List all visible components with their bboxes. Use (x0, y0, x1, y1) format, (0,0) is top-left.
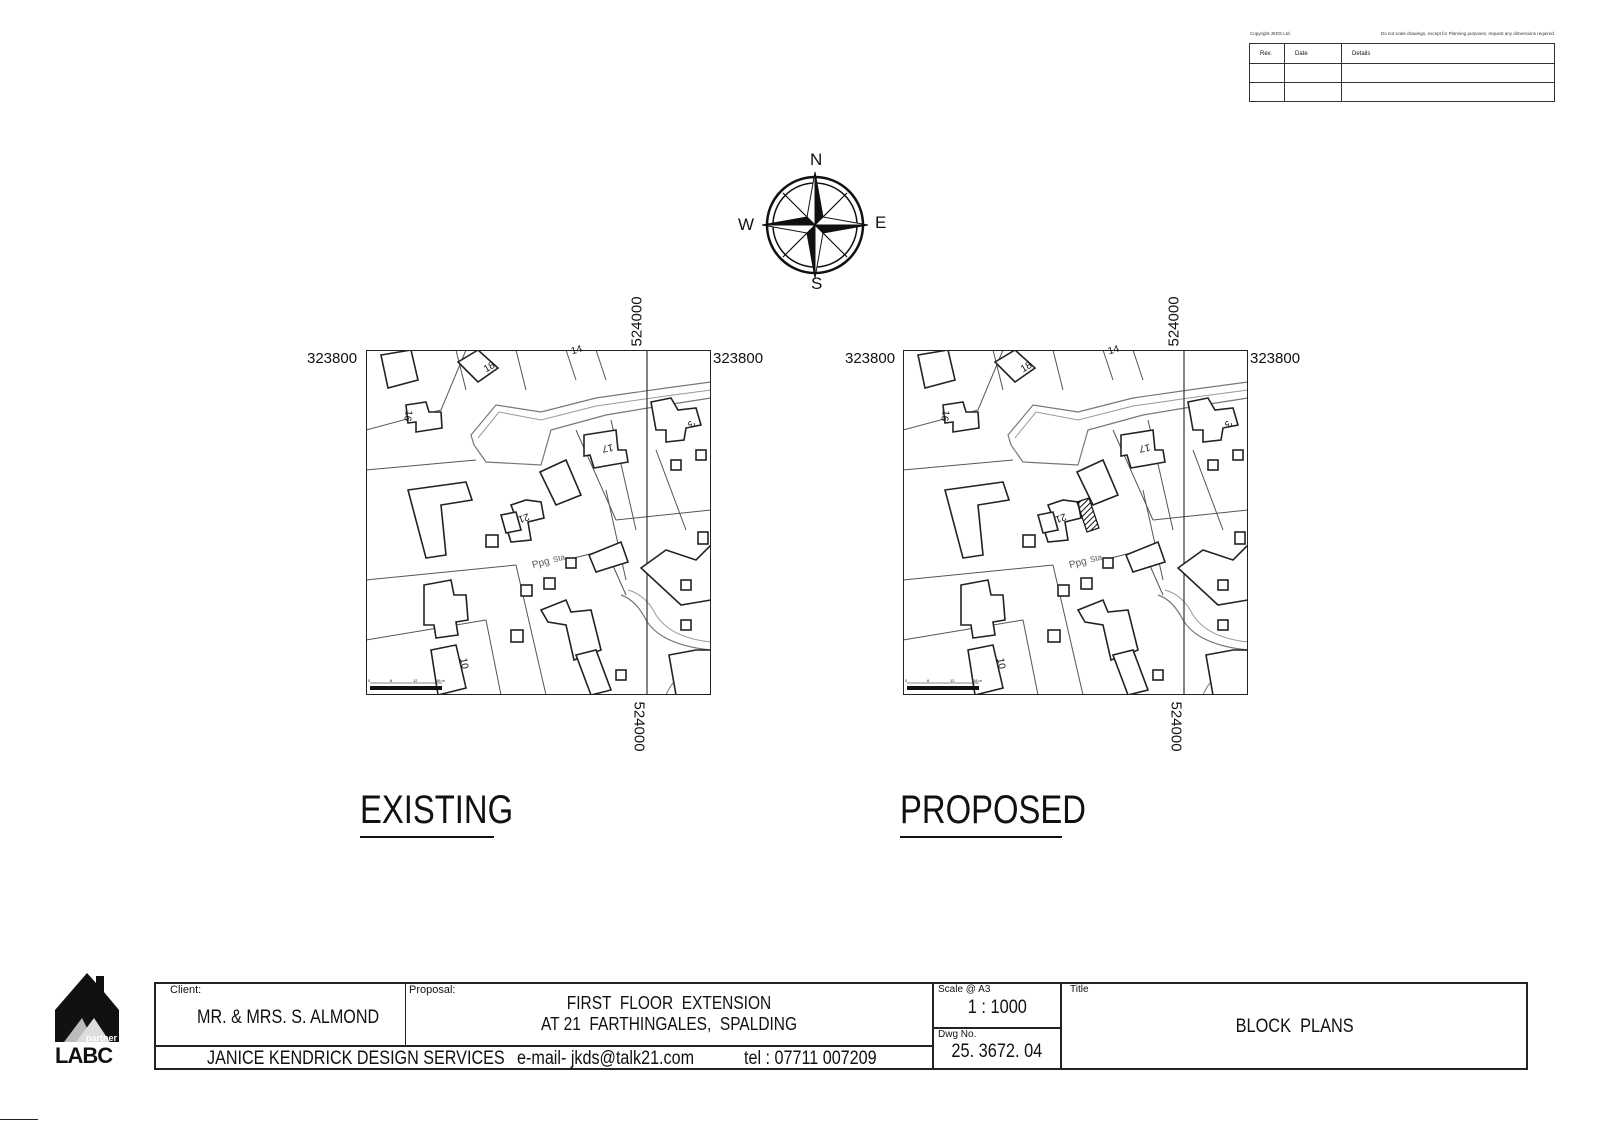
designer-email: e-mail- jkds@talk21.com (517, 1048, 695, 1069)
house-label: 10 (457, 657, 470, 670)
title-block (154, 982, 1528, 1070)
scale-label: 0 (368, 678, 371, 683)
house-label: 17 (601, 441, 614, 454)
existing-heading-underline (360, 836, 494, 838)
plan-coord-right: 323800 (713, 350, 764, 367)
scale-label: 12 (950, 678, 955, 683)
plan-coord-top: 524000 (1165, 296, 1183, 347)
scale-label: 18 m (973, 678, 982, 683)
house-label: 17 (1138, 441, 1151, 454)
compass-north-label: N (810, 150, 823, 169)
scale-label: Scale @ A3 (938, 984, 991, 995)
proposal-line-2: AT 21 FARTHINGALES, SPALDING (540, 1014, 798, 1034)
plan-coord-right: 323800 (1250, 350, 1301, 367)
labc-partner-logo (52, 970, 122, 1068)
house-label: 14 (569, 343, 584, 358)
table-row (1250, 64, 1555, 83)
client-label: Client: (170, 984, 202, 996)
details-header: Details (1342, 44, 1555, 64)
map-frame (903, 350, 1248, 695)
compass-east-label: E (875, 213, 887, 232)
proposal-text (406, 993, 932, 1035)
revision-notes (1250, 31, 1555, 39)
dwg-no-label: Dwg No. (938, 1029, 977, 1040)
house-label: 21 (1053, 510, 1068, 525)
house-label: 10 (994, 657, 1007, 670)
designer-phone: tel : 07711 007209 (744, 1048, 877, 1069)
rev-header: Rev. (1250, 44, 1285, 64)
house-label: 16 (401, 409, 414, 422)
scale-label: 6 (390, 678, 393, 683)
compass-south-label: S (811, 274, 823, 293)
house-label: 3 (684, 418, 697, 429)
title-label: Title (1070, 984, 1089, 995)
plan-coord-bottom: 524000 (630, 701, 648, 752)
corner-mark (0, 1119, 38, 1120)
client-name: MR. & MRS. S. ALMOND (197, 1007, 380, 1028)
map-frame (366, 350, 711, 695)
scale-warning-note: Do not scale drawings, except for Planning purposes, request any dimensions required. (1380, 31, 1555, 36)
house-label: 16 (938, 409, 951, 422)
proposal-line-1: FIRST FLOOR EXTENSION (566, 993, 772, 1013)
copyright-note: Copyright JKDS Ltd. (1250, 31, 1291, 36)
date-header: Date (1285, 44, 1342, 64)
north-compass (740, 150, 890, 300)
scale-label: 12 (413, 678, 418, 683)
house-label: 3 (1221, 418, 1234, 429)
proposed-heading: PROPOSED (900, 788, 1086, 832)
house-label: Sta (552, 552, 566, 565)
plan-coord-left: 323800 (307, 350, 358, 367)
house-label: Sta (1089, 552, 1103, 565)
house-label: 21 (516, 510, 531, 525)
scale-value (934, 997, 1060, 1019)
revision-table (1249, 43, 1555, 102)
existing-heading: EXISTING (360, 788, 514, 832)
house-label: 18 (481, 359, 498, 376)
proposed-site-map (903, 343, 1248, 695)
plan-coord-left: 323800 (845, 350, 896, 367)
scale-label: 0 (905, 678, 908, 683)
plan-coord-top: 524000 (628, 296, 646, 347)
scale-value-text: 1 : 1000 (967, 997, 1027, 1018)
table-row (1250, 83, 1555, 102)
proposed-heading-underline (900, 836, 1062, 838)
house-label: Ppg (1067, 555, 1088, 572)
house-label: Ppg (530, 555, 551, 572)
dwg-no-value (934, 1041, 1060, 1063)
dwg-no-text: 25. 3672. 04 (951, 1041, 1043, 1062)
house-label: 18 (1018, 359, 1035, 376)
drawing-title (1062, 1016, 1528, 1038)
logo-partner-text: partner (86, 1033, 118, 1043)
drawing-title-text: BLOCK PLANS (1235, 1016, 1355, 1037)
designer-name: JANICE KENDRICK DESIGN SERVICES (207, 1048, 505, 1069)
house-label: 14 (1106, 343, 1121, 358)
compass-west-label: W (738, 215, 755, 234)
scale-label: 18 m (436, 678, 445, 683)
logo-brand-text: LABC (55, 1043, 113, 1068)
scale-label: 6 (927, 678, 930, 683)
existing-site-map (366, 343, 711, 695)
plan-coord-bottom: 524000 (1167, 701, 1185, 752)
proposal-label: Proposal: (409, 984, 456, 996)
